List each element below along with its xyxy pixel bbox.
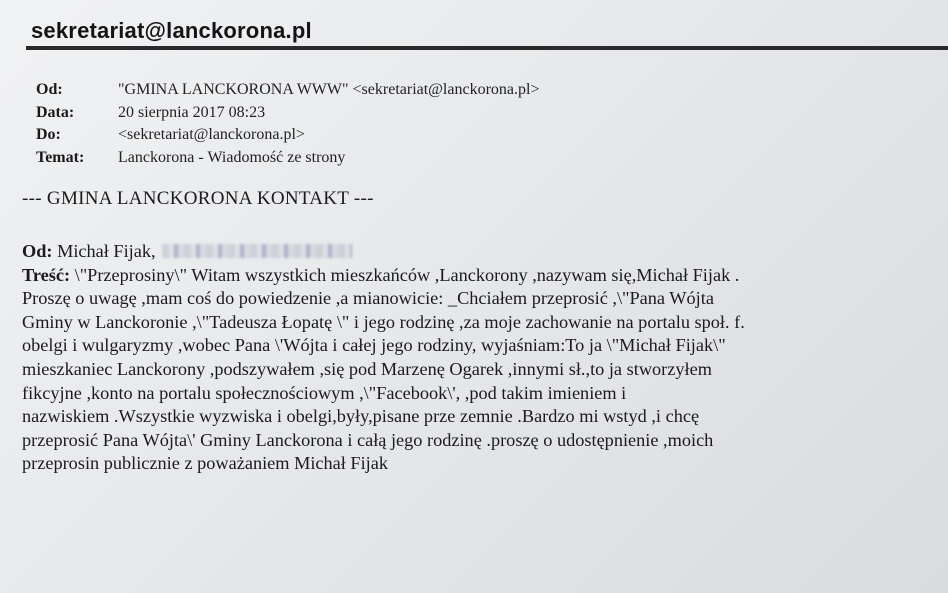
meta-value: Lanckorona - Wiadomość ze strony — [118, 148, 346, 166]
meta-value: 20 sierpnia 2017 08:23 — [118, 103, 266, 121]
content-line: fikcyjne ,konto na portalu społecznościowym ,\"Facebook\', ,pod takim imieniem i — [22, 382, 627, 403]
header-divider — [26, 46, 948, 50]
meta-row-date — [36, 102, 539, 125]
content-line: Gminy w Lanckoronie ,\"Tadeusza Łopatę \" i jego rodzinę ,za moje zachowanie na portalu społ. f. — [22, 311, 745, 332]
meta-row-subject — [36, 147, 539, 170]
meta-row-from — [36, 79, 539, 102]
content-line: obelgi i wulgaryzmy ,wobec Pana \'Wójta i całej jego rodziny, wyjaśniam:To ja \"Michał Fijak\" — [22, 335, 726, 356]
content-line — [22, 264, 927, 288]
from-line — [22, 240, 927, 264]
contact-form-title: --- GMINA LANCKORONA KONTAKT --- — [22, 188, 374, 209]
email-metadata — [36, 79, 539, 169]
content-line: nazwiskiem .Wszystkie wyzwiska i obelgi,były,pisane prze zemnie .Bardzo mi wstyd ,i chcę — [22, 406, 700, 427]
content-line: Proszę o uwagę ,mam coś do powiedzenie ,a mianowicie: _Chciałem przeprosić ,\"Pana Wójta — [22, 288, 714, 309]
meta-label: Od: — [36, 81, 63, 98]
content-line: mieszkaniec Lanckorony ,podszywałem ,się pod Marzenę Ogarek ,innymi sł.,to ja stworzyłem — [22, 358, 712, 379]
message-body — [22, 240, 927, 476]
content-label: Treść: — [22, 264, 71, 285]
meta-label: Do: — [36, 126, 61, 143]
meta-label: Temat: — [36, 148, 85, 166]
content-line: przeprosić Pana Wójta\' Gminy Lanckorona i całą jego rodzinę .proszę o udostępnienie ,moich — [22, 429, 714, 450]
meta-value: <sekretariat@lanckorona.pl> — [118, 126, 305, 143]
meta-label: Data: — [36, 103, 75, 121]
content-line: przeprosin publicznie z poważaniem Michał Fijak — [22, 453, 389, 474]
meta-row-to — [36, 124, 539, 147]
redacted-contact — [162, 244, 352, 258]
from-name: Michał Fijak, — [57, 241, 156, 261]
meta-value: "GMINA LANCKORONA WWW" <sekretariat@lanckorona.pl> — [118, 81, 540, 98]
content-text: \"Przeprosiny\" Witam wszystkich mieszkańców ,Lanckorony ,nazywam się,Michał Fijak . — [74, 264, 740, 285]
account-header: sekretariat@lanckorona.pl — [31, 18, 312, 43]
from-label: Od: — [22, 241, 53, 261]
